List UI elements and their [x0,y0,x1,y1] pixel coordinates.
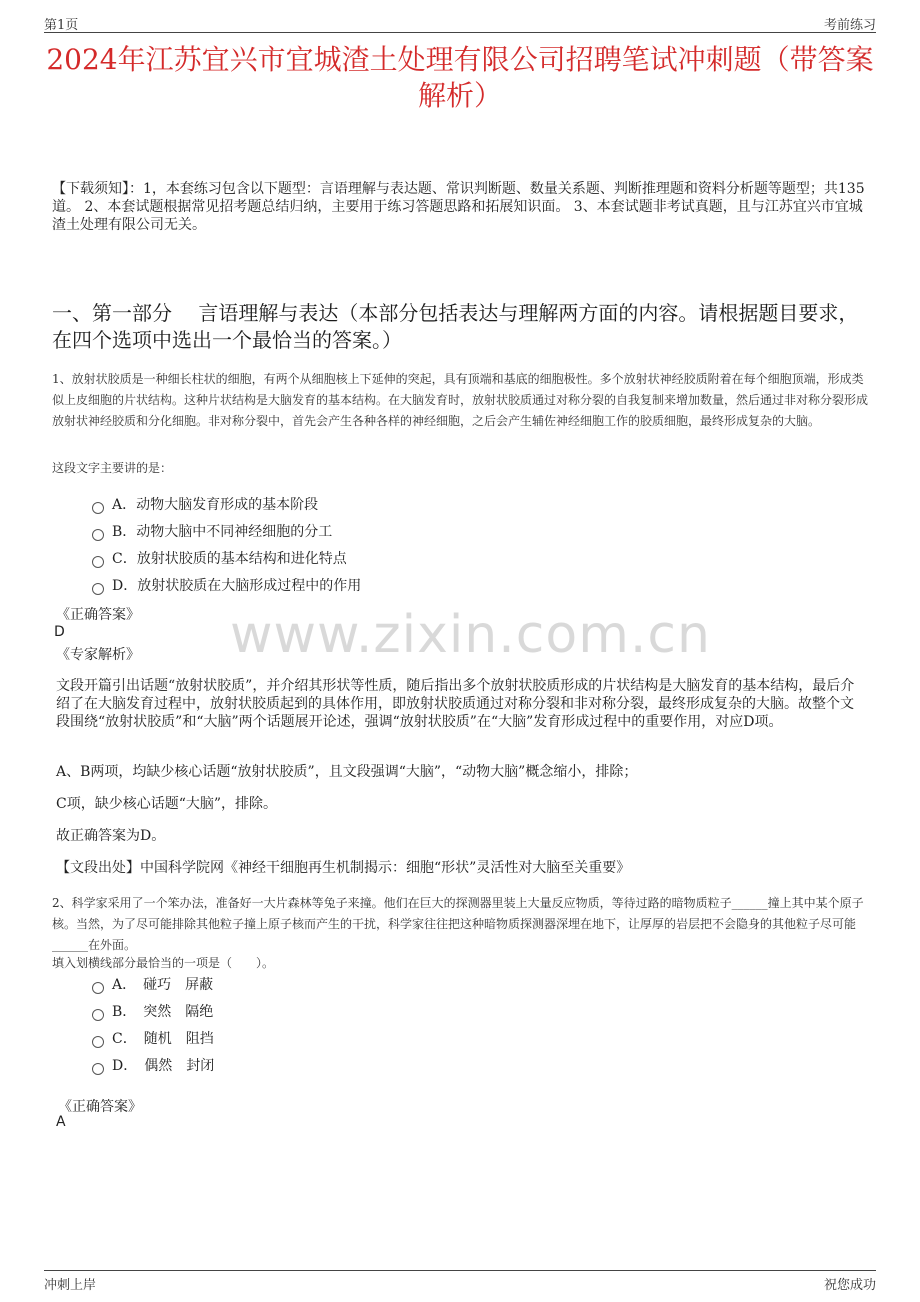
option-a[interactable] [92,490,361,517]
option-label: A．动物大脑发育形成的基本阶段 [112,496,319,513]
radio-icon[interactable] [92,1036,104,1048]
question-1-options [92,490,361,598]
header-right-label: 考前练习 [823,18,876,33]
radio-icon[interactable] [92,982,104,994]
question-2-text: 2、科学家采用了一个笨办法，准备好一大片森林等兔子来撞。他们在巨大的探测器里装上大量反应物质，等待过路的暗物质粒子______撞上其中某个原子核。当然，为了尽可能排除其他粒子撞上原子核而产生的干扰，科学家往往把这种暗物质探测器深埋在地下，让厚厚的岩层把不会隐身的其他粒子尽可能______在外面。 [52,896,864,952]
analysis-paragraph: C项，缺少核心话题“大脑”，排除。 [56,796,278,812]
option-b[interactable] [92,517,361,544]
question-1-prompt: 这段文字主要讲的是： [52,461,173,475]
page-footer [44,1270,876,1293]
option-label: C．放射状胶质的基本结构和进化特点 [112,550,347,567]
option-c[interactable] [92,544,361,571]
option-d[interactable] [92,571,361,598]
analysis-paragraph: A、B两项，均缺少核心话题“放射状胶质”，且文段强调“大脑”，“动物大脑”概念缩小，排除； [56,764,638,780]
radio-icon[interactable] [92,1009,104,1021]
answer-label: 《正确答案》 [56,607,140,623]
radio-icon[interactable] [92,529,104,541]
page-number: 第1页 [44,18,79,33]
footer-right: 祝您成功 [823,1278,876,1293]
footer-left: 冲刺上岸 [44,1278,97,1293]
option-c[interactable] [92,1024,214,1051]
answer-value: D [54,624,65,640]
question-2-options [92,970,214,1078]
question-2-prompt: 填入划横线部分最恰当的一项是（ ）。 [52,956,275,970]
answer-value: A [56,1114,66,1130]
question-1-text: 1、放射状胶质是一种细长柱状的细胞，有两个从细胞核上下延伸的突起，具有顶端和基底的细胞极性。多个放射状神经胶质附着在每个细胞顶端，形成类似上皮细胞的片状结构。这种片状结构是大脑发育的基本结构。在大脑发育时，放射状胶质通过对称分裂的自我复制来增加数量，然后通过非对称分裂形成放射状神经胶质和分化细胞。非对称分裂中，首先会产生各种各样的神经细胞，之后会产生辅佐神经细胞工作的胶质细胞，最终形成复杂的大脑。 [52,372,869,428]
option-label: D． 偶然 封闭 [112,1057,215,1074]
analysis-paragraph: 故正确答案为D。 [56,828,166,844]
radio-icon[interactable] [92,583,104,595]
radio-icon[interactable] [92,502,104,514]
document-title: 2024年江苏宜兴市宜城渣土处理有限公司招聘笔试冲刺题（带答案解析） [46,43,874,112]
option-d[interactable] [92,1051,214,1078]
analysis-paragraph: 文段开篇引出话题“放射状胶质”，并介绍其形状等性质，随后指出多个放射状胶质形成的片状结构是大脑发育的基本结构，最后介绍了在大脑发育过程中，放射状胶质起到的具体作用，即放射状胶质通过对称分裂和非对称分裂，最终形成复杂的大脑。故整个文段围绕“放射状胶质”和“大脑”两个话题展开论述，强调“放射状胶质”在“大脑”发育形成过程中的重要作用，对应D项。 [56,678,855,730]
option-label: C． 随机 阻挡 [112,1030,214,1047]
option-label: B．动物大脑中不同神经细胞的分工 [112,523,333,540]
analysis-label: 《专家解析》 [56,647,140,663]
option-label: B． 突然 隔绝 [112,1003,214,1020]
option-label: D．放射状胶质在大脑形成过程中的作用 [112,577,362,594]
page-header [44,10,876,33]
option-b[interactable] [92,997,214,1024]
radio-icon[interactable] [92,556,104,568]
answer-label: 《正确答案》 [58,1099,142,1115]
radio-icon[interactable] [92,1063,104,1075]
passage-source: 【文段出处】中国科学院网《神经干细胞再生机制揭示：细胞“形状”灵活性对大脑至关重要》 [56,860,631,876]
option-label: A． 碰巧 屏蔽 [112,976,214,993]
watermark: www.zixin.com.cn [230,605,711,665]
download-notice: 【下载须知】：1，本套练习包含以下题型：言语理解与表达题、常识判断题、数量关系题、判断推理题和资料分析题等题型；共135道。 2、本套试题根据常见招考题总结归纳，主要用于练习答题思路和拓展知识面。 3、本套试题非考试真题，且与江苏宜兴市宜城渣土处理有限公司无关。 [52,181,865,233]
option-a[interactable] [92,970,214,997]
section-heading: 一、第一部分 言语理解与表达（本部分包括表达与理解两方面的内容。请根据题目要求，在四个选项中选出一个最恰当的答案。） [52,301,859,352]
